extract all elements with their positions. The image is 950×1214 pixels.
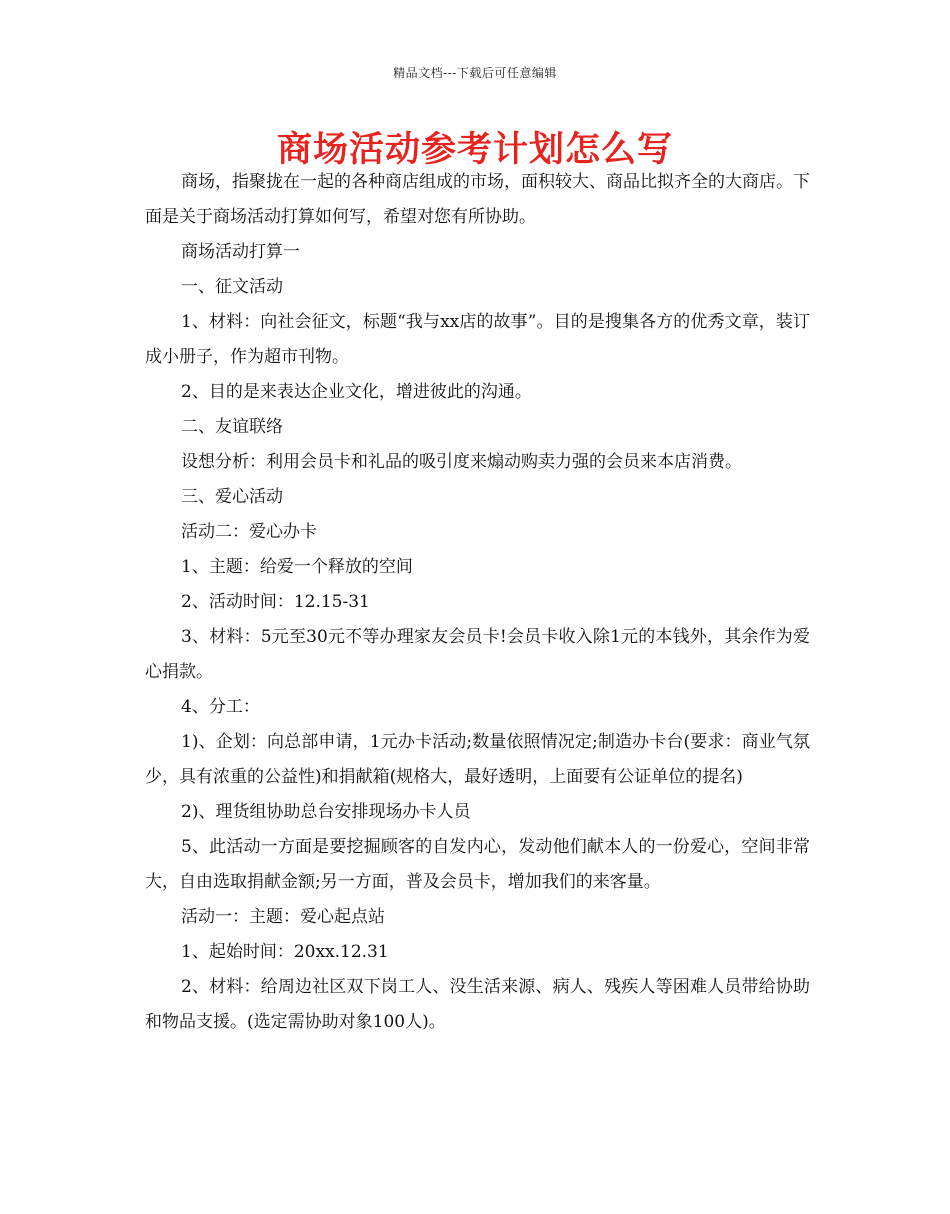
- paragraph: 活动二：爱心办卡: [181, 522, 317, 542]
- document-body: [145, 165, 810, 1040]
- paragraph: 1)、企划：向总部申请，1元办卡活动;数量依照情况定;制造办卡台(要求：商业气氛少，具有浓重的公益性)和捐献箱(规格大，最好透明，上面要有公证单位的提名): [145, 732, 810, 787]
- paragraph: 商场活动打算一: [181, 242, 300, 262]
- paragraph: 二、友谊联络: [181, 417, 283, 437]
- paragraph: 5、此活动一方面是要挖掘顾客的自发内心，发动他们献本人的一份爱心，空间非常大，自由选取捐献金额;另一方面，普及会员卡，增加我们的来客量。: [145, 837, 810, 892]
- paragraph: 设想分析：利用会员卡和礼品的吸引度来煽动购卖力强的会员来本店消费。: [181, 452, 742, 472]
- paragraph: 4、分工：: [181, 697, 260, 717]
- paragraph: 2)、理货组协助总台安排现场办卡人员: [181, 802, 471, 822]
- paragraph: 1、起始时间：20xx.12.31: [181, 942, 389, 962]
- paragraph: 2、目的是来表达企业文化，增进彼此的沟通。: [181, 382, 532, 402]
- paragraph: 三、爱心活动: [181, 487, 283, 507]
- paragraph: 活动一：主题：爱心起点站: [181, 907, 385, 927]
- paragraph: 2、材料：给周边社区双下岗工人、没生活来源、病人、残疾人等困难人员带给协助和物品支援。(选定需协助对象100人)。: [145, 977, 810, 1032]
- document-title: 商场活动参考计划怎么写: [276, 130, 673, 170]
- paragraph: 1、材料：向社会征文，标题“我与xx店的故事”。目的是搜集各方的优秀文章，装订成小册子，作为超市刊物。: [145, 312, 810, 367]
- paragraph: 1、主题：给爱一个释放的空间: [181, 557, 413, 577]
- header-note: 精品文档---下载后可任意编辑: [393, 66, 557, 80]
- paragraph: 3、材料：5元至30元不等办理家友会员卡!会员卡收入除1元的本钱外，其余作为爱心捐款。: [145, 627, 810, 682]
- paragraph: 2、活动时间：12.15-31: [181, 592, 370, 612]
- paragraph: 一、征文活动: [181, 277, 283, 297]
- paragraph: 商场，指聚拢在一起的各种商店组成的市场，面积较大、商品比拟齐全的大商店。下面是关于商场活动打算如何写，希望对您有所协助。: [145, 172, 810, 227]
